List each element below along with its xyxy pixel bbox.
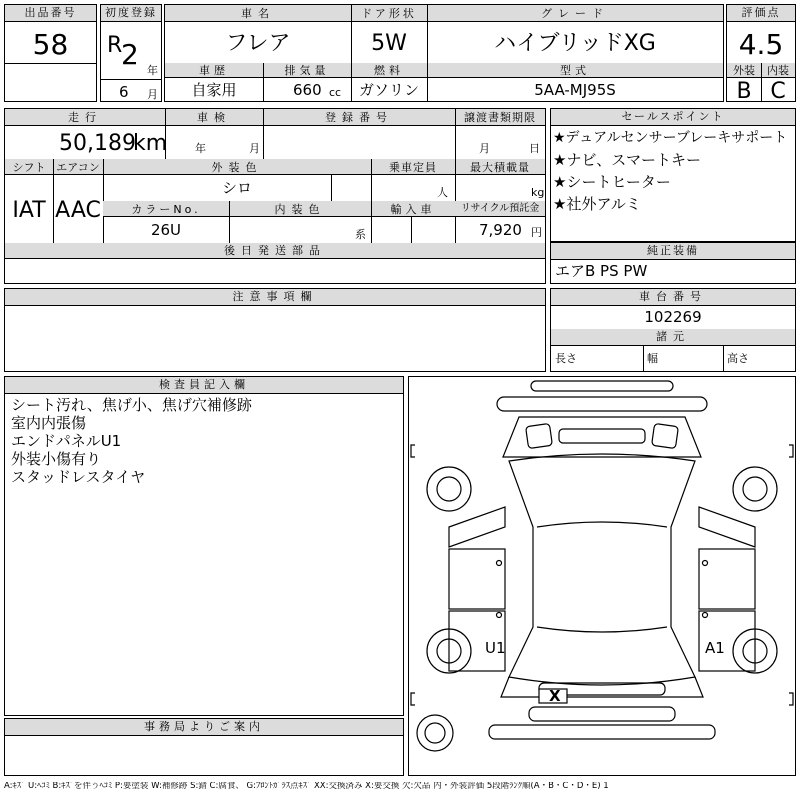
exterior-grade: B: [736, 79, 752, 104]
registration-box: 初度登録 R 2 年 6 月: [100, 4, 162, 102]
score-box: 評価点 4.5 外装 内装 B C: [726, 4, 796, 102]
later-parts-label: 後日発送部品: [5, 243, 545, 259]
details-box: 走行 車検 登録番号 譲渡書類期限 50,189 km 年 月 月 日 シフト エアコン 外装色 乗車定員 最大積載量 IAT AAC シロ 人 kg カラーNo. 内装色 輸入車 リサイクル預託金 26U 系 7,920 円 後日発送部品: [4, 108, 546, 284]
notes-label: 注意事項欄: [5, 289, 545, 306]
inspector-line: シート汚れ、焦げ小、焦げ穴補修跡: [11, 396, 252, 414]
inspector-line: 室内内張傷: [11, 414, 87, 432]
grade: ハイブリッドXG: [494, 31, 656, 56]
air-conditioner: AAC: [55, 198, 101, 223]
exterior-color: シロ: [221, 179, 252, 197]
interior-grade: C: [770, 79, 786, 104]
model-code: 5AA-MJ95S: [534, 81, 616, 99]
sales-point: ★シートヒーター: [553, 173, 671, 191]
car-diagram: [408, 376, 796, 776]
reg-month: 6: [119, 83, 129, 101]
office-box: [4, 718, 404, 776]
grade-label: グレード: [541, 7, 609, 20]
lot-box: [4, 4, 97, 102]
displacement: 660: [293, 81, 322, 99]
inspector-box: [4, 376, 404, 716]
equipment-value: エアB PS PW: [555, 262, 648, 280]
door-type: 5W: [371, 31, 407, 56]
door-label: ドア形状: [361, 7, 417, 20]
legend: A:ｷｽﾞ U:ﾍｺﾐ B:ｷｽﾞを伴うﾍｺﾐ P:要塗装 W:補修跡 S:錆 C:腐食、 G:ﾌﾛﾝﾄｶﾞﾗｽ点ｷｽﾞ XX:交換済み X:要交換 欠:欠品 内・外装評価 5段階ﾗﾝｸ順(A・B・C・D・E) 1: [4, 782, 609, 791]
fuel: ガソリン: [358, 81, 419, 99]
sales-point: ★デュアルセンサーブレーキサポート: [553, 130, 788, 146]
era: R: [107, 33, 123, 58]
chassis-number: 102269: [644, 308, 702, 326]
damage-mark-rear: X: [549, 687, 561, 705]
lot-label: 出品番号: [5, 5, 96, 22]
shift: IAT: [12, 198, 46, 223]
sales-point: ★ナビ、スマートキー: [553, 151, 701, 169]
sales-label: セールスポイント: [551, 109, 795, 126]
inspector-label: 検査員記入欄: [5, 377, 403, 394]
score: 4.5: [738, 28, 784, 61]
chassis-label: 車台番号: [551, 289, 795, 306]
inspector-line: 外装小傷有り: [11, 450, 102, 468]
specs-label: 諸元: [551, 329, 795, 346]
recycle-fee: 7,920: [479, 221, 522, 239]
score-label: 評価点: [727, 5, 795, 22]
color-number: 26U: [150, 221, 182, 239]
first-reg-label: 初度登録: [101, 5, 161, 22]
car-history: 自家用: [191, 81, 237, 99]
equipment-box: [550, 242, 796, 284]
chassis-box: 車台番号 102269 諸元 長さ 幅 高さ: [550, 288, 796, 372]
office-label: 事務局よりご案内: [5, 719, 403, 736]
notes-box: [4, 288, 546, 372]
inspector-line: エンドパネルU1: [11, 432, 122, 450]
sales-point: ★社外アルミ: [553, 195, 641, 213]
equipment-label: 純正装備: [551, 243, 795, 260]
reg-year: 2: [121, 38, 139, 71]
mileage: 50,189: [59, 131, 136, 156]
damage-mark-left: U1: [485, 639, 506, 657]
sales-points-box: [550, 108, 796, 242]
inspector-line: スタッドレスタイヤ: [11, 468, 146, 486]
car-info-box: 車名 ドア形状 グレード フレア 5W ハイブリッドXG 車歴 排気量 燃料 型式 自家用 660 cc ガソリン 5AA-MJ95S: [164, 4, 724, 102]
car-name-label: 車名: [241, 7, 275, 20]
lot-number: 58: [32, 28, 69, 61]
car-name: フレア: [225, 31, 291, 56]
damage-mark-right: A1: [705, 639, 725, 657]
